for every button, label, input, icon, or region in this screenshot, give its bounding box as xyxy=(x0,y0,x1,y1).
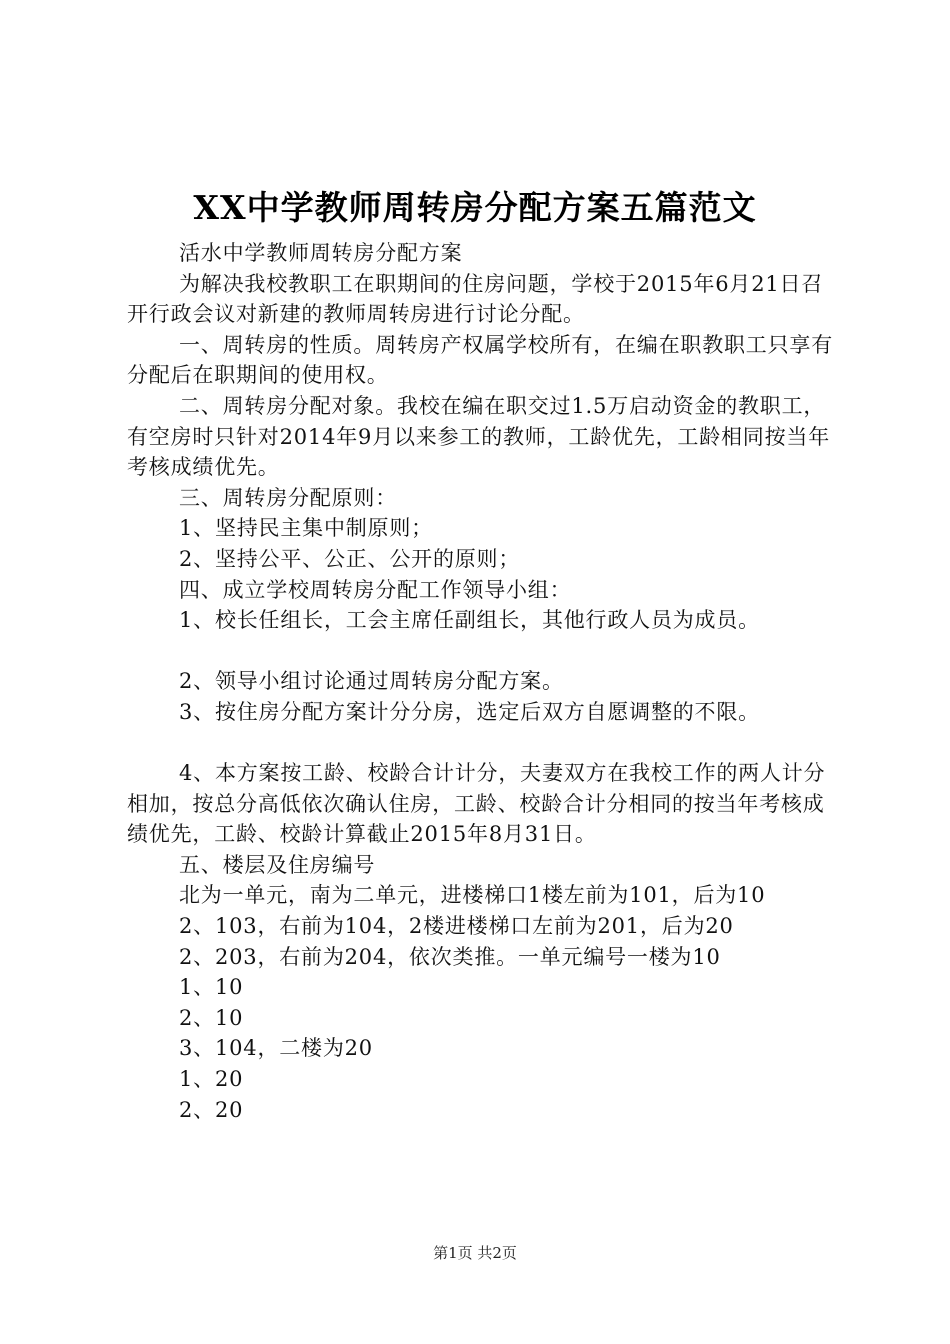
blank-line xyxy=(127,728,837,759)
document-body xyxy=(127,238,837,1125)
paragraph-section-3: 三、周转房分配原则： xyxy=(179,485,397,510)
paragraph-section-4: 四、成立学校周转房分配工作领导小组： xyxy=(179,577,572,602)
paragraph-numbering: 2、20 xyxy=(179,1097,244,1122)
paragraph-section-1: 一、周转房的性质。周转房产权属学校所有，在编在职教职工只享有分配后在职期间的使用权。 xyxy=(127,332,833,388)
paragraph-numbering: 北为一单元，南为二单元，进楼梯口1楼左前为101，后为10 xyxy=(179,883,766,908)
paragraph-item: 1、坚持民主集中制原则； xyxy=(179,516,433,541)
paragraph-item: 2、领导小组讨论通过周转房分配方案。 xyxy=(179,669,564,694)
paragraph-numbering: 1、20 xyxy=(179,1067,244,1092)
paragraph-item: 4、本方案按工龄、校龄合计计分，夫妻双方在我校工作的两人计分相加，按总分高低依次确认住房，工龄、校龄合计分相同的按当年考核成绩优先，工龄、校龄计算截止2015年8月31日。 xyxy=(127,761,826,847)
blank-line xyxy=(127,636,837,667)
paragraph-section-5: 五、楼层及住房编号 xyxy=(179,852,376,877)
paragraph-numbering: 3、104，二楼为20 xyxy=(179,1036,373,1061)
paragraph-item: 3、按住房分配方案计分分房，选定后双方自愿调整的不限。 xyxy=(179,699,760,724)
paragraph-numbering: 2、10 xyxy=(179,1005,244,1030)
document-title: XX中学教师周转房分配方案五篇范文 xyxy=(193,188,757,227)
paragraph-item: 1、校长任组长，工会主席任副组长，其他行政人员为成员。 xyxy=(179,608,760,633)
page-footer: 第1页 共2页 xyxy=(433,1244,517,1262)
paragraph-numbering: 2、203，右前为204，依次类推。一单元编号一楼为10 xyxy=(179,944,721,969)
paragraph-subtitle: 活水中学教师周转房分配方案 xyxy=(179,241,463,265)
paragraph-item: 2、坚持公平、公正、公开的原则； xyxy=(179,546,521,571)
paragraph-numbering: 1、10 xyxy=(179,975,244,1000)
paragraph-numbering: 2、103，右前为104，2楼进楼梯口左前为201，后为20 xyxy=(179,914,734,939)
paragraph-intro: 为解决我校教职工在职期间的住房问题，学校于2015年6月21日召开行政会议对新建的教师周转房进行讨论分配。 xyxy=(127,271,824,327)
paragraph-section-2: 二、周转房分配对象。我校在编在职交过1.5万启动资金的教职工，有空房时只针对2014年9月以来参工的教师，工龄优先，工龄相同按当年考核成绩优先。 xyxy=(127,393,831,480)
